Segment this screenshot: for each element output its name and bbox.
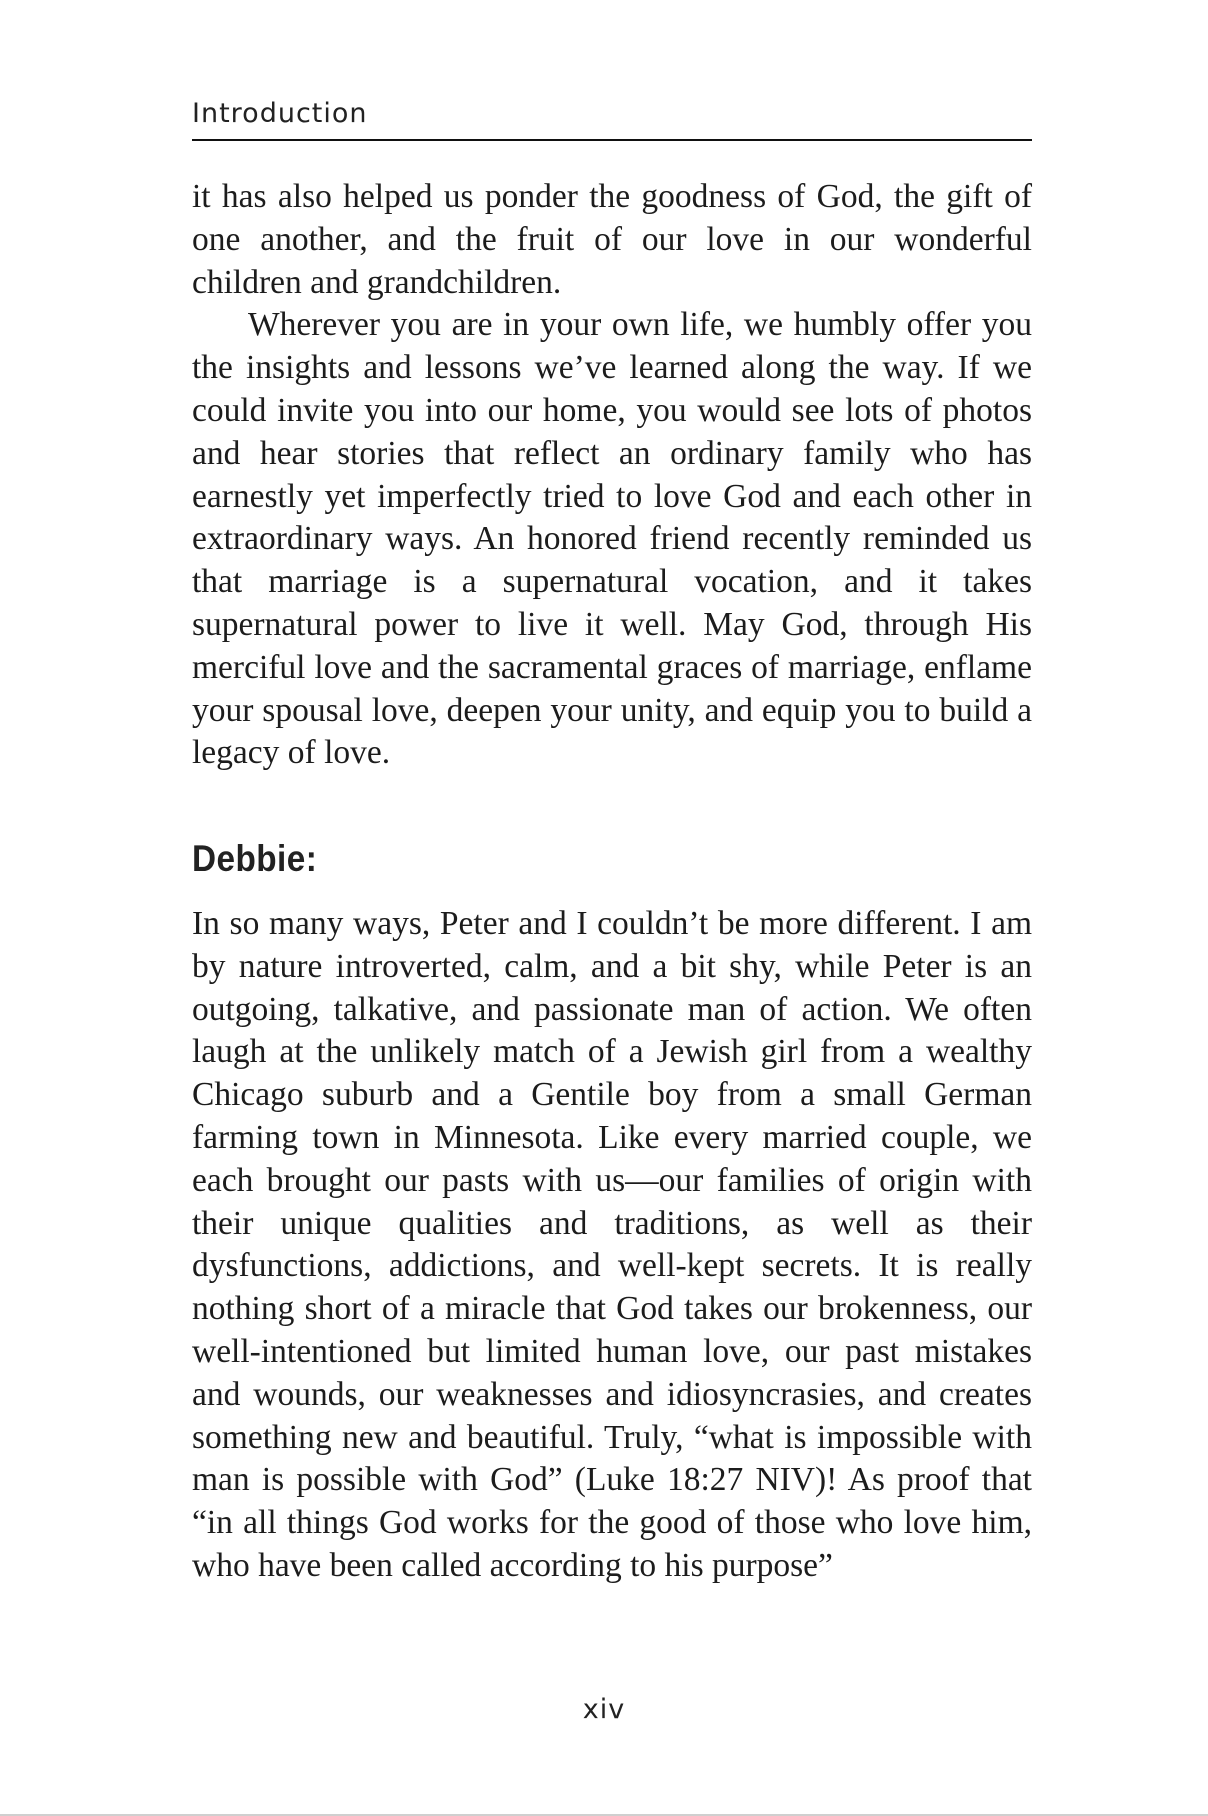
paragraph-1: it has also helped us ponder the goodness of God, the gift of one another, and the fruit of our love in our wonderful children and grandchildren. (192, 178, 1032, 301)
running-head: Introduction (192, 98, 368, 129)
paragraph-3: In so many ways, Peter and I couldn’t be more different. I am by nature introverted, calm, and a bit shy, while Peter is an outgoing, talkative, and passionate man of action. We often laugh at the unlikely match of a Jewish girl from a wealthy Chicago suburb and a Gentile boy from a small German farming town in Minnesota. Like every married couple, we each brought our pasts with us—our families of origin with their unique qualities and traditions, as well as their dysfunctions, addictions, and well-kept secrets. It is really nothing short of a miracle that God takes our brokenness, our well-intentioned but limited human love, our past mistakes and wounds, our weaknesses and idiosyncrasies, and creates something new and beautiful. Truly, “what is impossible with man is possible with God” (Luke 18:27 NIV)! As proof that “in all things God works for the good of those who love him, who have been called according to his purpose” (192, 905, 1032, 1584)
header-rule (192, 139, 1032, 141)
section-text (192, 903, 1032, 1588)
section-heading: Debbie: (192, 838, 318, 879)
page-number: xiv (582, 1694, 626, 1725)
intro-text (192, 176, 1032, 775)
paragraph-2: Wherever you are in your own life, we humbly offer you the insights and lessons we’ve learned along the way. If we could invite you into our home, you would see lots of photos and hear stories that reflect an ordinary family who has earnestly yet imperfectly tried to love God and each other in extraordinary ways. An honored friend recently reminded us that marriage is a supernatural vocation, and it takes supernatural power to live it well. May God, through His merciful love and the sacramental graces of marriage, enflame your spousal love, deepen your unity, and equip you to build a legacy of love. (192, 306, 1032, 772)
